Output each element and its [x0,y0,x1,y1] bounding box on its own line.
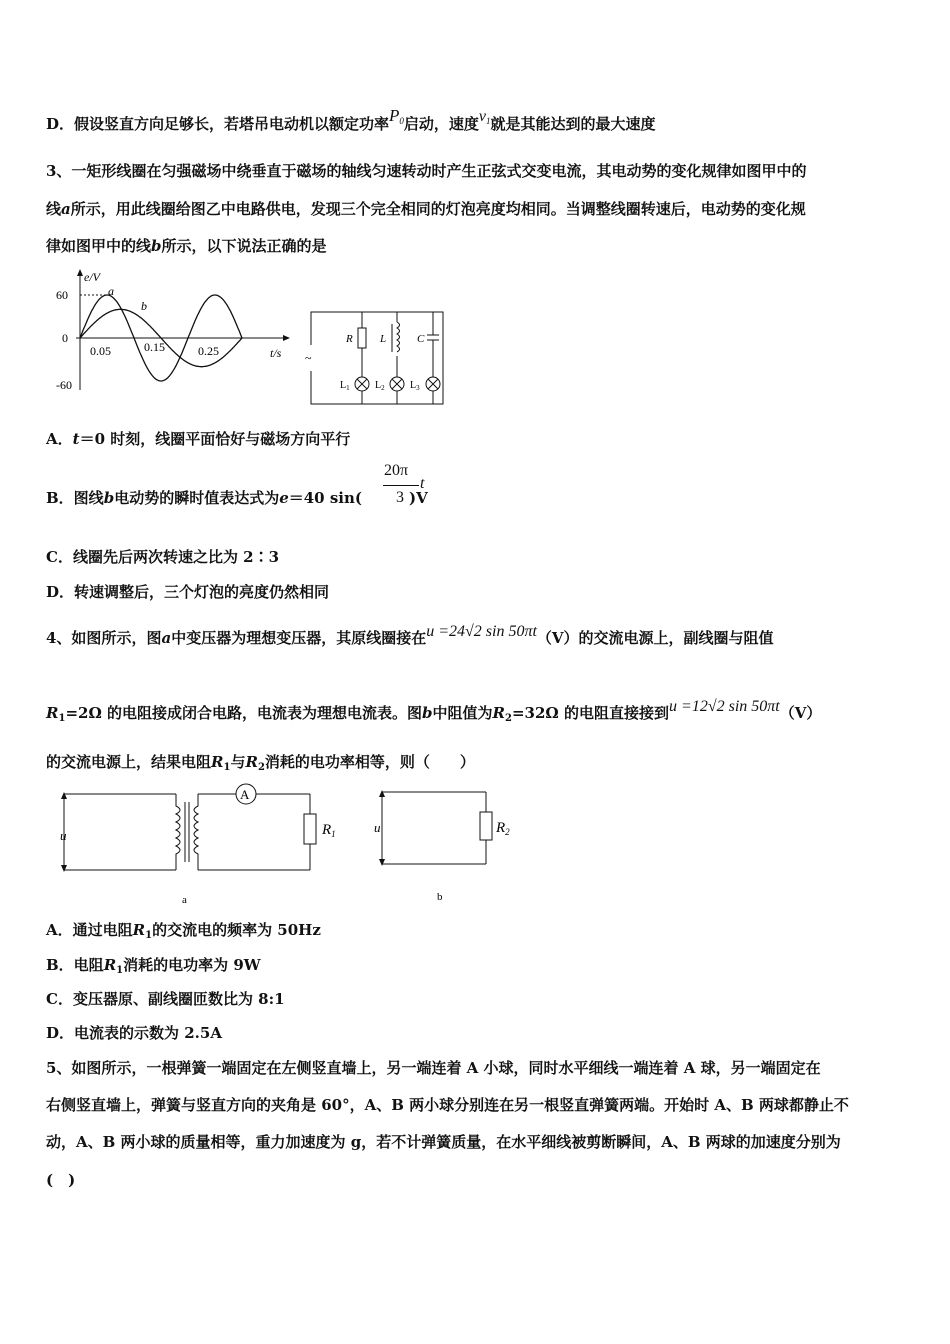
lamp-2-sub: 2 [381,384,385,392]
q4-l2-r1: R [46,704,59,722]
lamp-1-label [340,380,350,392]
r1-sub: 1 [331,829,336,839]
lamp-2-letter: L [375,380,382,391]
r2-sub: 2 [505,827,510,837]
q4-l3-r2-sub: 2 [257,762,265,773]
q3-l3-var: b [151,237,162,255]
q5-stem-line-1: 5、如图所示，一根弹簧一端固定在左侧竖直墙上，另一端连着 A 小球，同时水平细线一端连着 A 球，另一端固定在 [46,1059,821,1077]
q3-stem-line-3 [46,236,327,256]
q3-l2-b: 所示，用此线圈给图乙中电路供电，发现三个完全相同的灯泡亮度均相同。当调整线圈转速后，电动势的变化规 [70,200,806,218]
q3-optb-pre: B．图线 [46,489,104,507]
q4-l2-c: =32Ω 的电阻直接接到 [511,704,670,722]
q4-l2-post: （V） [779,704,822,722]
fig-b-caption: b [437,891,443,903]
q5-stem-line-4: ( ) [46,1171,76,1189]
q4-opta-sub: 1 [145,930,153,941]
q3-l3-b: 所示，以下说法正确的是 [161,237,327,255]
q3-optb-post: )V [409,489,428,507]
lamp-1-sub: 1 [346,384,350,392]
q4-l1-pre: 4、如图所示，图 [46,629,162,647]
q3-option-a [46,429,350,449]
q3-option-d: D．转速调整后，三个灯泡的亮度仍然相同 [46,583,330,601]
q3-optb-t: t [420,475,425,492]
velocity-symbol [479,108,491,125]
fig-b-u-arrow-up [379,790,385,797]
q3-l3-a: 律如图甲中的线 [46,237,152,255]
r2-letter: R [496,820,506,836]
x-axis-arrow [283,335,290,341]
q5-stem-line-3: 动，A、B 两小球的质量相等，重力加速度为 g，若不计弹簧质量，在水平细线被剪断瞬间，A、B 两球的加速度分别为 [46,1133,841,1151]
q4-l1-mid: 中变压器为理想变压器，其原线圈接在 [171,629,427,647]
inductor-l-label: L [380,333,387,345]
r1-letter: R [322,822,332,838]
q3-optb-numerator: 20π [384,462,409,479]
q4-l2-var: b [422,704,433,722]
x-axis-label: t/s [270,346,282,360]
power-sub: 0 [399,116,404,126]
ammeter-label: A [240,787,250,802]
q4-option-c: C．变压器原、副线圈匝数比为 8:1 [46,990,285,1008]
q2-optd-text-1: D．假设竖直方向足够长，若塔吊电动机以额定功率 [46,115,390,133]
q2-option-d [46,106,656,139]
q3-optb-denominator: 3 [396,489,404,506]
resistor-r-label: R [346,333,353,345]
lamp-3-sub: 3 [416,384,420,392]
q3-stem-line-1: 3、一矩形线圈在匀强磁场中绕垂直于磁场的轴线匀速转动时产生正弦式交变电流，其电动势的变化规律如图甲中的 [46,162,807,180]
y-axis-arrow [77,269,83,276]
q4-formula-1: u =24√2 sin 50πt [426,623,537,640]
q4-optb-pre: B．电阻 [46,956,104,974]
power-letter: P [389,106,400,125]
q4-stem-line-3 [46,752,475,778]
secondary-coil [194,794,198,870]
q4-l2-r2-sub: 2 [505,713,512,724]
curve-b-label: b [141,299,147,313]
q3-option-c: C．线圈先后两次转速之比为 2∶3 [46,548,280,566]
q4-l3-a: 的交流电源上，结果电阻 [46,753,212,771]
y-tick-zero: 0 [62,331,68,345]
resistor-r1 [304,814,316,844]
q4-opta-pre: A．通过电阻 [46,921,133,939]
q3-optb-eq: ＝40 sin( [288,489,362,507]
fig-b-u-label: u [374,820,381,835]
fig-a-u-label: u [60,828,67,843]
q4-l2-a: =2Ω 的电阻接成闭合电路，电流表为理想电流表。图 [65,704,423,722]
velocity-letter: v [478,108,487,125]
q4-l2-b: 中阻值为 [432,704,493,722]
q4-l2-r2: R [492,704,506,722]
q4-l3-post: 消耗的电功率相等，则（ ） [264,753,475,771]
fraction-bar [383,485,419,486]
q4-stem-line-1 [46,623,774,649]
q3-optb-mid: 电动势的瞬时值表达式为 [114,489,280,507]
curve-a-label: a [108,284,114,298]
fig-a-caption: a [182,894,187,906]
fig-a-u-arrow-up [61,792,67,799]
q3-l2-a: 线 [46,200,62,218]
q4-option-d: D．电流表的示数为 2.5A [46,1024,222,1042]
y-axis-label: e/V [84,270,100,284]
x-tick-3: 0.25 [198,344,219,358]
ac-source: ~ [305,351,312,365]
q4-optb-post: 消耗的电功率为 9W [123,956,261,974]
q5-stem-line-2: 右侧竖直墙上，弹簧与竖直方向的夹角是 60°，A、B 两小球分别连在另一根竖直弹簧两端。开始时 A、B 两球都静止不 [46,1096,849,1114]
y-tick-bottom: -60 [56,378,72,392]
q3-opta-post: ＝0 时刻，线圈平面恰好与磁场方向平行 [79,430,351,448]
q3-opta-var: t [72,430,80,448]
q3-circuit [300,300,450,410]
lamp-3-label [410,380,420,392]
q4-l3-mid: 与 [230,753,246,771]
q4-optb-r: R [103,956,117,974]
q2-optd-text-2: 启动，速度 [403,115,479,133]
fig-b-u-arrow-down [379,859,385,866]
capacitor-c-label: C [417,333,425,345]
velocity-sub: 1 [486,116,491,126]
q4-l3-r1-sub: 1 [223,762,231,773]
q4-l1-var: a [161,629,172,647]
resistor-r2 [480,812,492,840]
r1-label [321,822,336,839]
cap-gap [428,335,438,340]
q3-opta-pre: A． [46,430,73,448]
q3-optb-e: e [279,489,289,507]
q3-option-b [46,488,428,508]
y-tick-top: 60 [56,288,68,302]
q4-stem-line-2 [46,698,822,729]
q4-figures [46,782,526,908]
power-symbol [389,106,404,125]
lamp-3-letter: L [410,380,417,391]
q4-l3-r1: R [211,753,224,771]
q4-opta-r: R [132,921,146,939]
q2-optd-text-3: 就是其能达到的最大速度 [490,115,656,133]
q4-l2-r1-sub: 1 [58,713,66,724]
q4-opta-post: 的交流电的频率为 50Hz [152,921,321,939]
x-tick-1: 0.05 [90,344,111,358]
q4-l3-r2: R [245,753,258,771]
q4-formula-2: u =12√2 sin 50πt [669,698,780,715]
q4-optb-sub: 1 [116,965,124,976]
q4-option-a [46,920,321,946]
q3-l2-var: a [61,200,71,218]
q3-emf-graph [46,265,296,400]
r2-label [495,820,510,837]
primary-coil [176,794,180,870]
q3-optb-var: b [103,489,115,507]
resistor-r [358,328,366,348]
q3-stem-line-2 [46,199,806,219]
lamp-1-letter: L [340,380,347,391]
lamp-2-label [375,380,385,392]
q4-option-b [46,955,261,981]
q4-l1-post: （V）的交流电源上，副线圈与阻值 [536,629,774,647]
x-tick-2: 0.15 [144,340,165,354]
fig-a-u-arrow-down [61,865,67,872]
